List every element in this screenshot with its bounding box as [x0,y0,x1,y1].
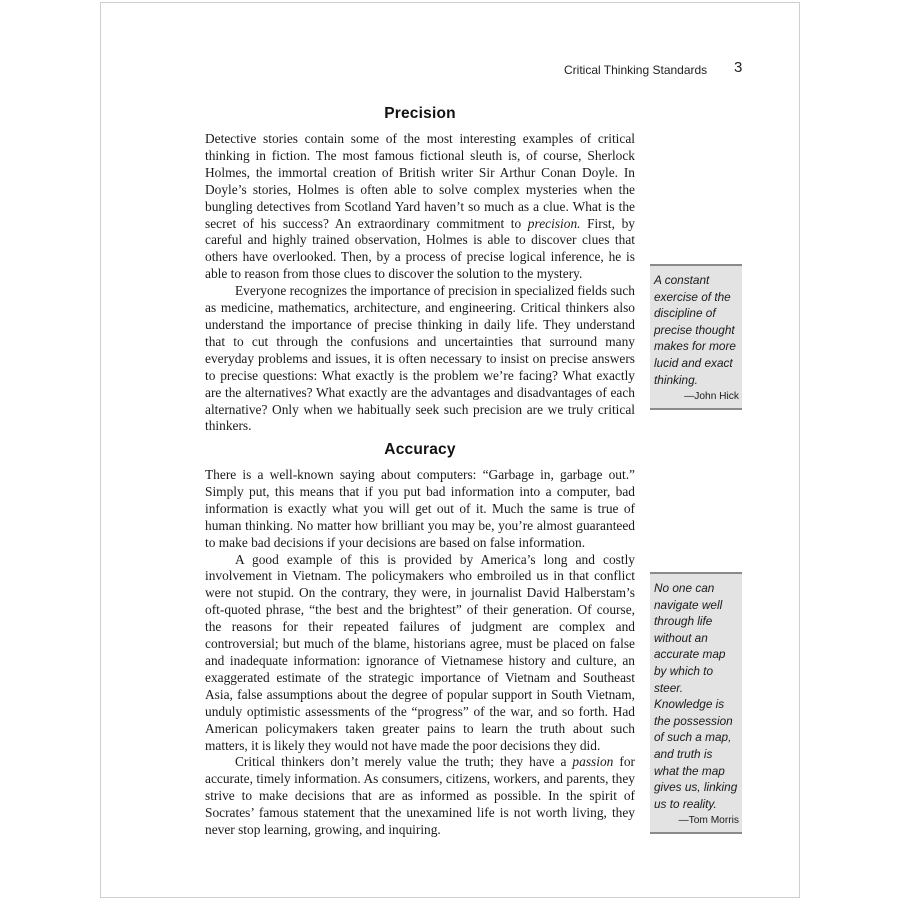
page-number: 3 [734,59,743,76]
paragraph: Critical thinkers don’t merely value the truth; they have a passion for accurate, timely information. As consumers, citizens, workers, and parents, they strive to make decisions that are as informed as possible. In the spirit of Socrates’ famous statement that the unexamined life is not worth living, they never stop learning, growing, and inquiring. [205,754,635,838]
paragraph: There is a well-known saying about computers: “Garbage in, garbage out.” Simply put, this means that if you put bad information into a computer, bad information is exactly what you will get out of it. Much the same is true of human thinking. No matter how brilliant you may be, you’re almost guaranteed to make bad decisions if your decisions are based on false information. [205,467,635,550]
sidebar-quote-author: —Tom Morris [678,815,739,827]
emphasis-text: passion [572,754,614,770]
section-body-accuracy [205,467,635,839]
sidebar-quote-text: A constant exercise of the discipline of precise thought makes for more lucid and exact thinking. [654,273,736,387]
sidebar-quote-author: —John Hick [684,391,739,403]
paragraph: Everyone recognizes the importance of precision in specialized fields such as medicine, mathematics, architecture, and engineering. Critical thinkers also understand the importance of precise thinking in daily life. They understand that to cut through the confusions and uncertainties that surround many everyday problems and issues, it is often necessary to insist on precise answers to precise questions: What exactly is the problem we’re facing? What exactly are the alternatives? What exactly are the advantages and disadvantages of each alternative? Only when we habitually seek such precision are we truly critical thinkers. [205,283,635,434]
paragraph: A good example of this is provided by America’s long and costly involvement in Vietnam. The policymakers who embroiled us in that conflict were not stupid. On the contrary, they were, in journalist David Halberstam’s oft-quoted phrase, “the best and the brightest” of their generation. Of course, the reasons for their repeated failures of judgment are complex and controversial; but much of the blame, historians agree, must be placed on false and inadequate information: ignorance of Vietnamese history and culture, an exaggerated estimate of the strategic importance of Vietnam and Southeast Asia, false assumptions about the degree of popular support in South Vietnam, unduly optimistic assessments of the “progress” of the war, and so forth. Had American policymakers taken greater pains to learn the truth about such matters, it is likely they would not have made the poor decisions they did. [205,551,635,753]
section-heading-accuracy: Accuracy [384,441,456,458]
sidebar-quote-text: No one can navigate well through life without an accurate map by which to steer. Knowledge is the possession of such a map, and truth is what the map gives us, linking us to reality. [654,581,738,811]
running-head-title: Critical Thinking Standards [564,63,708,77]
emphasis-text: precision. [527,215,581,231]
running-head [564,59,744,81]
section-heading-precision: Precision [384,105,456,122]
paragraph: Detective stories contain some of the most interesting examples of critical thinking in fiction. The most famous fictional sleuth is, of course, Sherlock Holmes, the immortal creation of British writer Sir Arthur Conan Doyle. In Doyle’s stories, Holmes is often able to solve complex mysteries when the bungling detectives from Scotland Yard haven’t so much as a clue. What is the secret of his success? An extraordinary commitment to precision. First, by careful and highly trained observation, Holmes is able to discover clues that others have overlooked. Then, by a process of precise logical inference, he is able to reason from those clues to discover the solution to the mystery. [205,131,635,282]
sidebar-quote-morris [650,572,742,834]
sidebar-quote-hick [650,264,742,410]
section-body-precision [205,131,635,435]
